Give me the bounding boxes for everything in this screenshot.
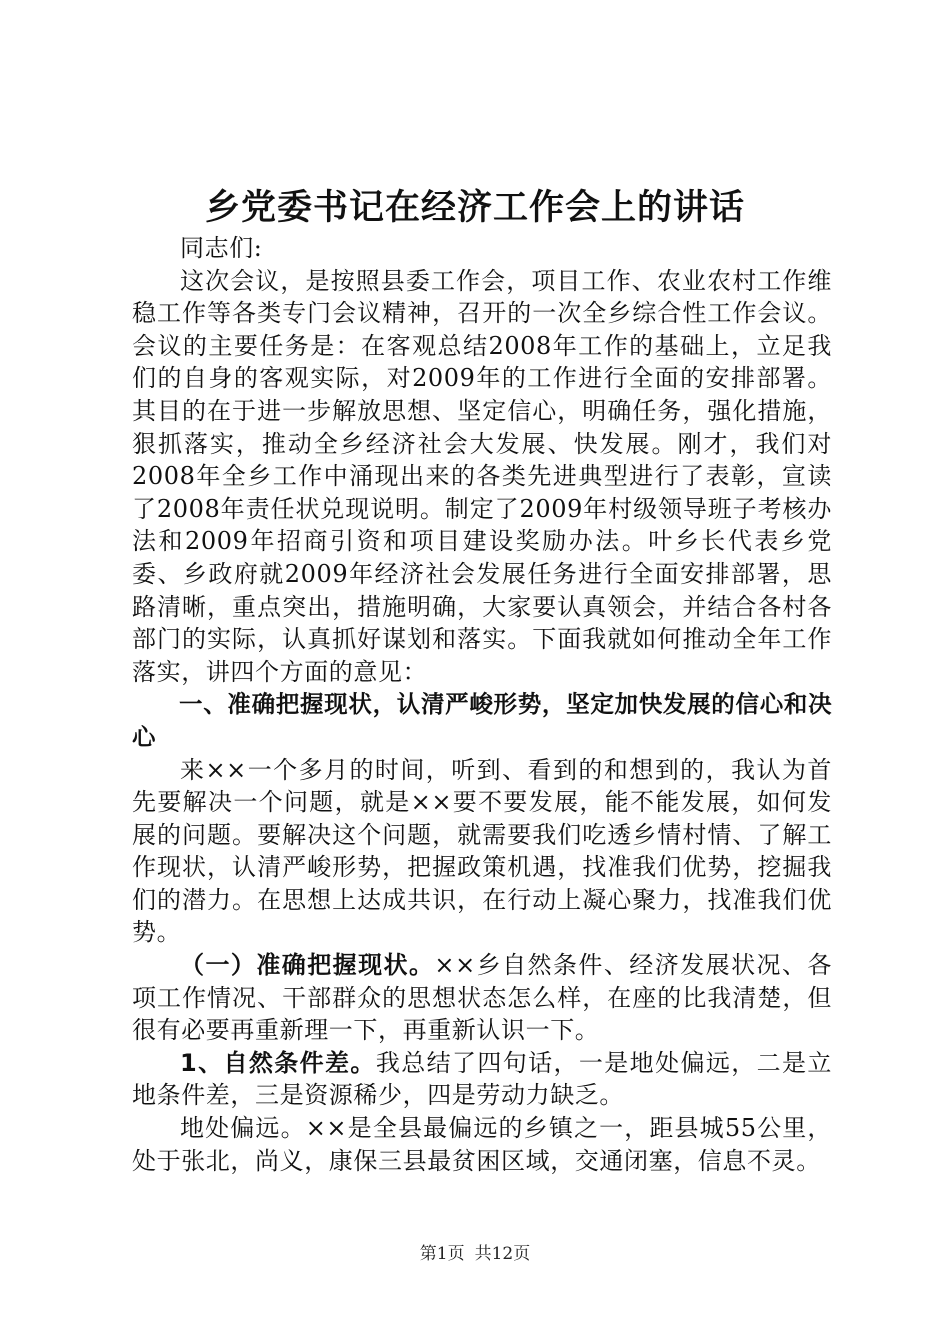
page-total: 共12页: [474, 1244, 531, 1264]
point-text-1: 我总结了四句话，一是地处偏远，二是立地条件差，三是资源稀少，四是劳动力缺乏。: [132, 1048, 832, 1110]
paragraph-remote: 地处偏远。××是全县最偏远的乡镇之一，距县城55公里，处于张北，尚义，康保三县最贫困区域，交通闭塞，信息不灵。: [132, 1114, 832, 1175]
page-footer: [0, 1243, 950, 1265]
paragraph-point-1: [132, 1047, 832, 1112]
document-title: 乡党委书记在经济工作会上的讲话: [204, 187, 745, 228]
salutation: 同志们:: [180, 234, 263, 262]
page-number: 第1页: [419, 1244, 465, 1264]
paragraph-subsection-1: [132, 949, 832, 1047]
subsection-text-1: ××乡自然条件、经济发展状况、各项工作情况、干部群众的思想状态怎么样，在座的比我清楚，但很有必要再重新理一下，再重新认识一下。: [132, 951, 832, 1045]
subsection-heading-1: （一）准确把握现状。: [180, 951, 435, 980]
paragraph-intro: 这次会议，是按照县委工作会，项目工作、农业农村工作维稳工作等各类专门会议精神，召开的一次全乡综合性工作会议。会议的主要任务是：在客观总结2008年工作的基础上，立足我们的自身的客观实际，对2009年的工作进行全面的安排部署。其目的在于进一步解放思想、坚定信心，明确任务，强化措施，狠抓落实，推动全乡经济社会大发展、快发展。刚才，我们对2008年全乡工作中涌现出来的各类先进典型进行了表彰，宣读了2008年责任状兑现说明。制定了2009年村级领导班子考核办法和2009年招商引资和项目建设奖励办法。叶乡长代表乡党委、乡政府就2009年经济社会发展任务进行全面安排部署，思路清晰，重点突出，措施明确，大家要认真领会，并结合各村各部门的实际，认真抓好谋划和落实。下面我就如何推动全年工作落实，讲四个方面的意见：: [132, 266, 832, 686]
document-body: [132, 232, 832, 1177]
paragraph-situation: 来××一个多月的时间，听到、看到的和想到的，我认为首先要解决一个问题，就是××要不要发展，能不能发展，如何发展的问题。要解决这个问题，就需要我们吃透乡情村情、了解工作现状，认清严峻形势，把握政策机遇，找准我们优势，挖掘我们的潜力。在思想上达成共识，在行动上凝心聚力，找准我们优势。: [132, 755, 832, 947]
point-heading-1: 1、自然条件差。: [180, 1048, 376, 1077]
section-heading-1: 一、准确把握现状，认清严峻形势，坚定加快发展的信心和决心: [132, 690, 832, 751]
